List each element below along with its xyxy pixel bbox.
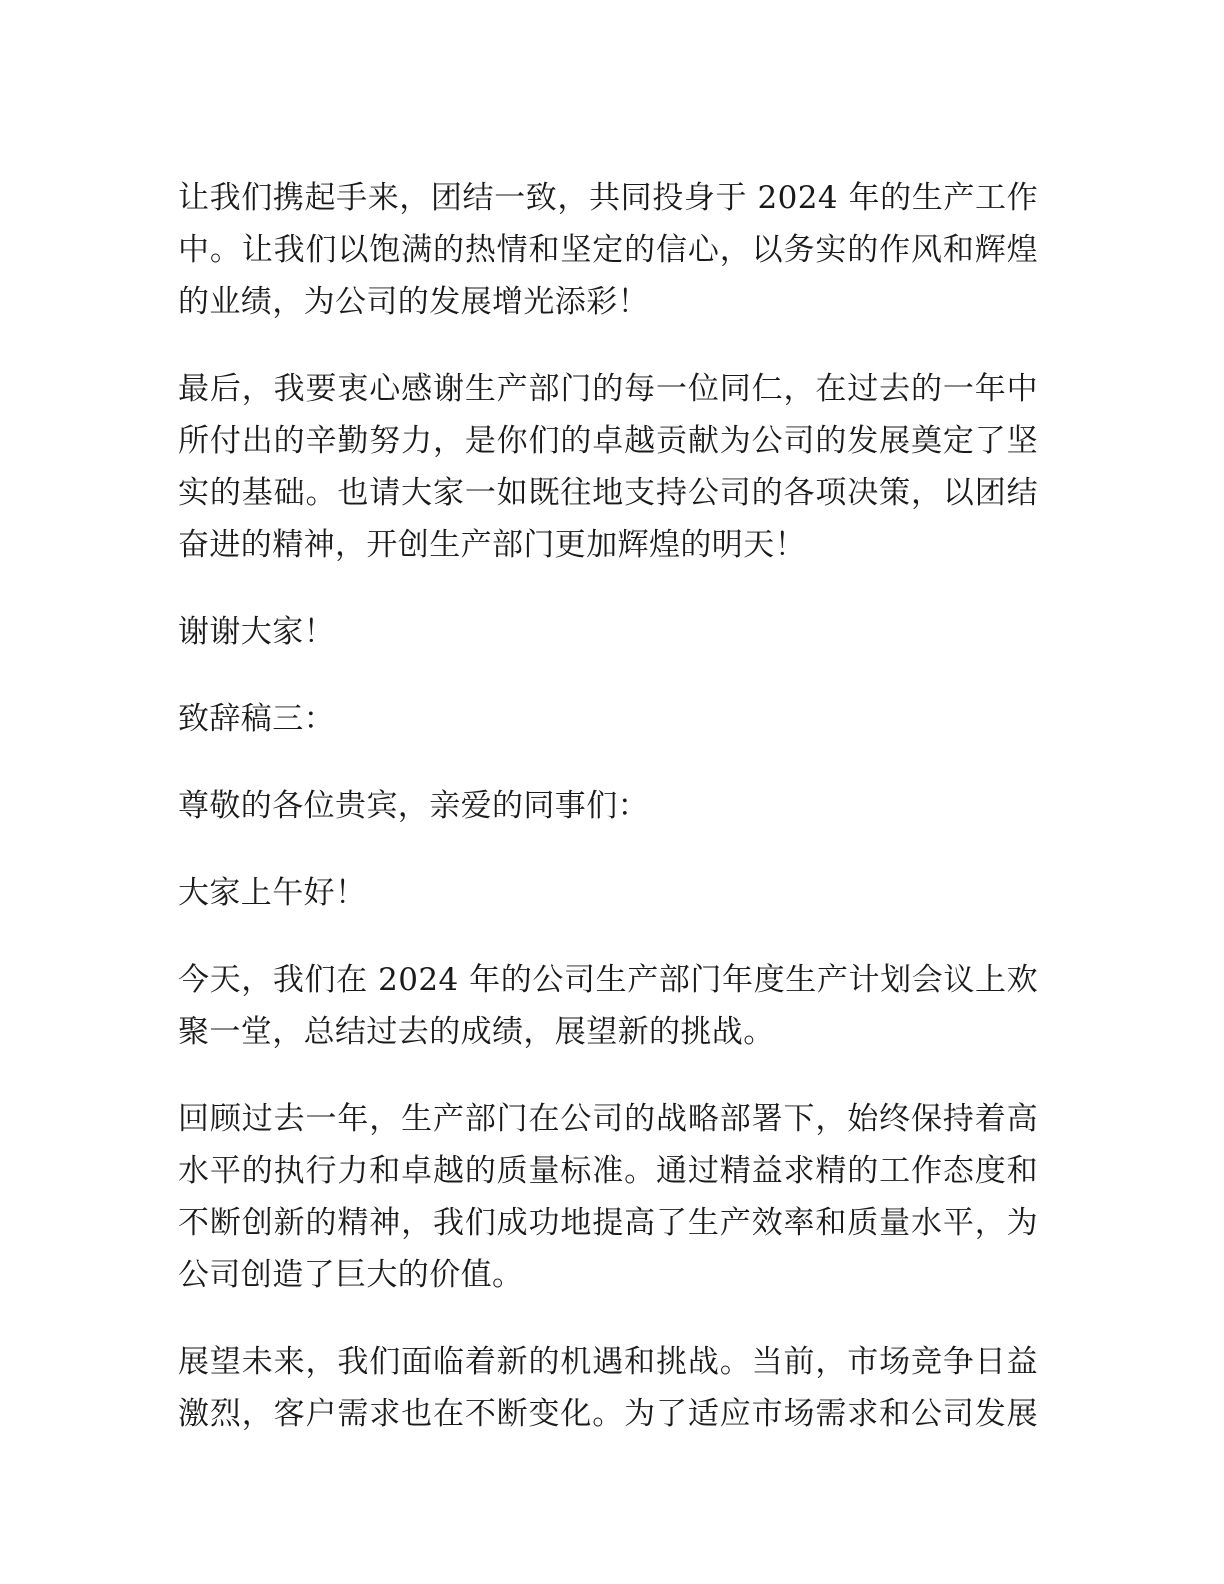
text-line: 激烈，客户需求也在不断变化。为了适应市场需求和公司发展 xyxy=(178,1396,1038,1432)
text-line: 尊敬的各位贵宾，亲爱的同事们： xyxy=(178,788,649,824)
text-line: 奋进的精神，开创生产部门更加辉煌的明天！ xyxy=(178,527,806,563)
paragraph-thanks-staff xyxy=(178,363,1038,571)
text-line: 展望未来，我们面临着新的机遇和挑战。当前，市场竞争日益 xyxy=(178,1344,1038,1380)
text-line: 不断创新的精神，我们成功地提高了生产效率和质量水平，为 xyxy=(178,1205,1038,1241)
text-line: 中。让我们以饱满的热情和坚定的信心，以务实的作风和辉煌 xyxy=(178,232,1038,268)
paragraph-outlook xyxy=(178,1336,1038,1440)
text-line: 水平的执行力和卓越的质量标准。通过精益求精的工作态度和 xyxy=(178,1153,1038,1189)
text-line: 让我们携起手来，团结一致，共同投身于 2024 年的生产工作 xyxy=(178,180,1038,216)
text-line: 聚一堂，总结过去的成绩，展望新的挑战。 xyxy=(178,1014,775,1050)
paragraph-thank-you xyxy=(178,606,1038,658)
paragraph-salutation xyxy=(178,780,1038,832)
section-heading-speech-three xyxy=(178,693,1038,745)
paragraph-greeting xyxy=(178,867,1038,919)
text-line: 公司创造了巨大的价值。 xyxy=(178,1257,524,1293)
text-line: 实的基础。也请大家一如既往地支持公司的各项决策，以团结 xyxy=(178,475,1038,511)
text-line: 今天，我们在 2024 年的公司生产部门年度生产计划会议上欢 xyxy=(178,962,1038,998)
text-line: 谢谢大家！ xyxy=(178,614,335,650)
document-body xyxy=(178,172,1038,1475)
text-line: 大家上午好！ xyxy=(178,875,367,911)
paragraph-closing-call xyxy=(178,172,1038,328)
text-line: 回顾过去一年，生产部门在公司的战略部署下，始终保持着高 xyxy=(178,1101,1038,1137)
text-line: 最后，我要衷心感谢生产部门的每一位同仁，在过去的一年中 xyxy=(178,371,1038,407)
text-line: 致辞稿三： xyxy=(178,701,335,737)
paragraph-review xyxy=(178,1093,1038,1301)
text-line: 的业绩，为公司的发展增光添彩！ xyxy=(178,284,649,320)
text-line: 所付出的辛勤努力，是你们的卓越贡献为公司的发展奠定了坚 xyxy=(178,423,1038,459)
paragraph-opening xyxy=(178,954,1038,1058)
